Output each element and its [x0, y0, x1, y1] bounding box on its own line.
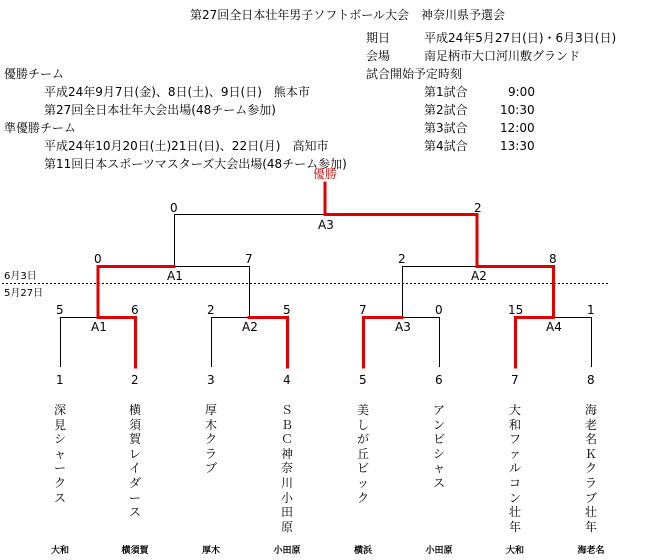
- team-name: 横須賀レイダース: [128, 403, 141, 520]
- runner-up-line-1: 平成24年10月20日(土)21日(日)、22日(月) 高知市: [44, 139, 329, 153]
- runner-up-heading: 準優勝チーム: [4, 121, 77, 135]
- team-seed: 7: [511, 373, 519, 387]
- team-seed: 6: [435, 373, 443, 387]
- r1-2-label: A2: [242, 320, 258, 334]
- team-seed: 3: [207, 373, 215, 387]
- r1-2-score-left: 2: [207, 303, 215, 317]
- r1-4-score-left: 15: [508, 303, 524, 317]
- champion-line-2: 第27回全日本壮年大会出場(48チーム参加): [44, 103, 276, 117]
- page-title: 第27回全日本壮年男子ソフトボール大会 神奈川県予選会: [190, 8, 506, 22]
- team-name: 大和ファルコン壮年: [508, 403, 521, 534]
- team-seed: 8: [587, 373, 595, 387]
- semi-2-score-right: 8: [549, 252, 557, 266]
- team-name: 美しが丘ビック: [356, 403, 369, 505]
- schedule-game-4: 第4試合: [424, 139, 468, 153]
- team-name: 深見シャークス: [53, 403, 66, 505]
- schedule-game-3: 第3試合: [424, 121, 468, 135]
- team-region: 厚木: [201, 546, 220, 556]
- r1-2-score-right: 5: [283, 303, 291, 317]
- r1-3-score-right: 0: [435, 303, 443, 317]
- team-name: 海老名Ｋクラブ壮年: [584, 403, 597, 534]
- r1-1-label: A1: [91, 320, 107, 334]
- semi-2-label: A2: [471, 269, 487, 283]
- semi-1-score-left: 0: [94, 252, 102, 266]
- champion-line-1: 平成24年9月7日(金)、8日(土)、9日(日) 熊本市: [44, 85, 310, 99]
- team-region: 小田原: [425, 546, 453, 556]
- r1-4-score-right: 1: [587, 303, 595, 317]
- period-value: 平成24年5月27日(日)・6月3日(日): [424, 31, 617, 45]
- schedule-time-4: 13:30: [500, 139, 535, 153]
- winner-label: 優勝: [313, 167, 338, 181]
- schedule-game-1: 第1試合: [424, 85, 468, 99]
- team-region: 横浜: [353, 546, 372, 556]
- team-region: 大和: [505, 546, 524, 556]
- runner-up-line-2: 第11回日本スポーツマスターズ大会出場(48チーム参加): [44, 157, 347, 171]
- team-region: 大和: [50, 546, 69, 556]
- final-score-right: 2: [474, 201, 482, 215]
- schedule-game-2: 第2試合: [424, 103, 468, 117]
- team-seed: 2: [131, 373, 139, 387]
- r1-3-label: A3: [395, 320, 411, 334]
- schedule-time-1: 9:00: [508, 85, 535, 99]
- team-seed: 5: [359, 373, 367, 387]
- schedule-time-3: 12:00: [500, 121, 535, 135]
- semi-2-score-left: 2: [398, 252, 406, 266]
- venue-value: 南足柄市大口河川敷グランド: [424, 49, 581, 63]
- champion-heading: 優勝チーム: [4, 67, 65, 81]
- final-score-left: 0: [170, 201, 178, 215]
- r1-1-score-left: 5: [56, 303, 64, 317]
- schedule-time-2: 10:30: [500, 103, 535, 117]
- team-seed: 1: [56, 373, 64, 387]
- team-region: 海老名: [577, 546, 605, 556]
- period-label: 期日: [366, 31, 391, 45]
- team-name: 厚木クラブ: [204, 403, 217, 476]
- team-region: 横須賀: [121, 546, 149, 556]
- venue-label: 会場: [366, 49, 391, 63]
- schedule-label: 試合開始予定時刻: [366, 67, 463, 81]
- team-seed: 4: [283, 373, 291, 387]
- r1-4-label: A4: [546, 320, 562, 334]
- date-day2: 6月3日: [4, 271, 37, 282]
- team-name: アンビシャス: [432, 403, 445, 490]
- semi-1-score-right: 7: [245, 252, 253, 266]
- r1-3-score-left: 7: [359, 303, 367, 317]
- date-day1: 5月27日: [4, 288, 44, 299]
- team-name: ＳＢＣ神奈川小田原: [280, 403, 293, 534]
- final-label: A3: [318, 218, 334, 232]
- team-region: 小田原: [273, 546, 301, 556]
- semi-1-label: A1: [167, 269, 183, 283]
- r1-1-score-right: 6: [131, 303, 139, 317]
